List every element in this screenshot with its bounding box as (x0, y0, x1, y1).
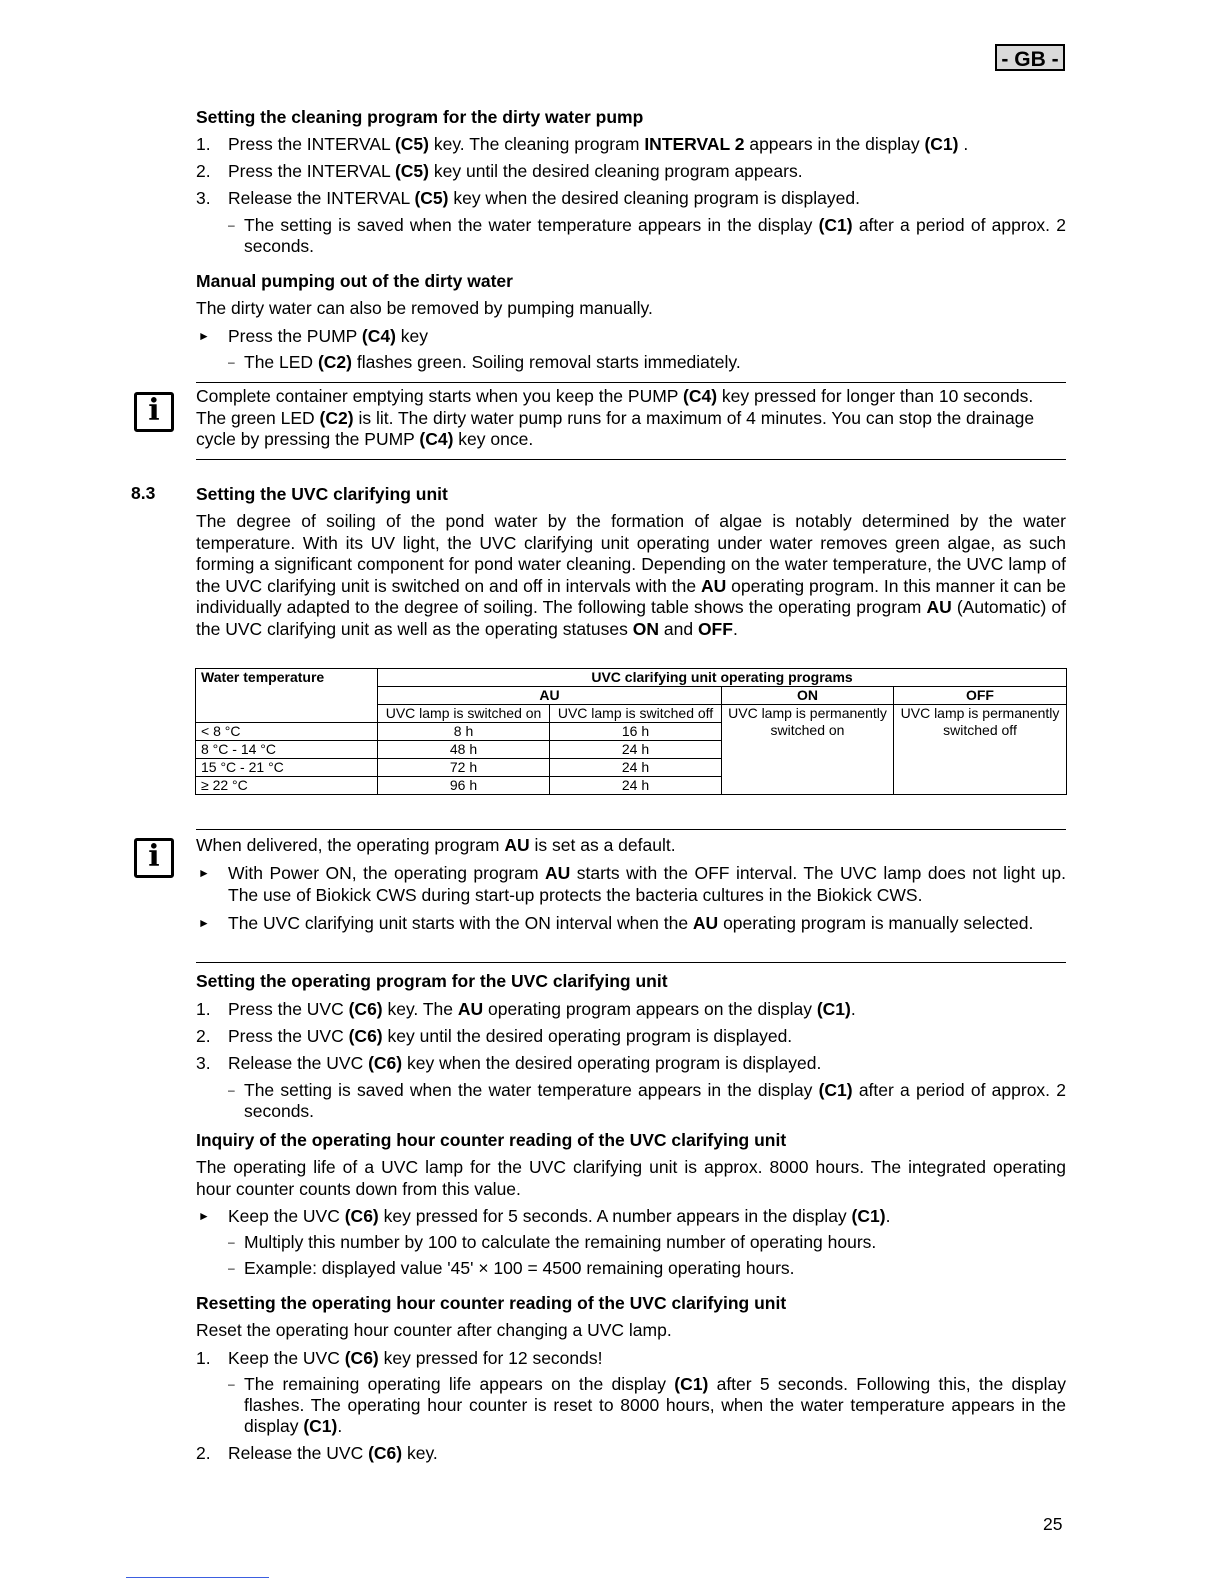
table-header-temp: Water temperature (196, 669, 378, 723)
section-heading: Setting the operating program for the UVC clarifying unit (196, 971, 668, 991)
table-cell: 72 h (378, 759, 550, 777)
step: 1. Keep the UVC (C6) key pressed for 12 seconds! (196, 1347, 603, 1368)
table-header-programs: UVC clarifying unit operating programs (378, 669, 1067, 687)
step-result: – Multiply this number by 100 to calculate the remaining number of operating hours. (228, 1232, 877, 1252)
page-number: 25 (1043, 1514, 1063, 1534)
paragraph: The operating life of a UVC lamp for the UVC clarifying unit is approx. 8000 hours. The integrated operating hour counter counts down from this value. (196, 1157, 1066, 1199)
step-result: – The LED (C2) flashes green. Soiling removal starts immediately. (228, 351, 741, 372)
step-result: – The remaining operating life appears on the display (C1) after 5 seconds. Following this, the display flashes. The operating hour counter is reset to 8000 hours, when the water temperature appears in the display (C1). (228, 1373, 1066, 1436)
step-result: – Example: displayed value '45' × 100 = 4500 remaining operating hours. (228, 1258, 795, 1278)
info-icon: i (134, 838, 174, 878)
table-header-on: ON (722, 687, 894, 705)
paragraph: The degree of soiling of the pond water by the formation of algae is notably determined by the water temperature. With its UV light, the UVC clarifying unit operating under water removes green algae, as such forming a significant component for pond water cleaning. Depending on the water temperature, the UVC lamp of the UVC clarifying unit is switched on and off in intervals with the AU operating program. In this manner it can be individually adapted to the degree of soiling. The following table shows the operating program AU (Automatic) of the UVC clarifying unit as well as the operating statuses ON and OFF. (196, 511, 1066, 639)
table-cell-on-desc: UVC lamp is permanently switched on (722, 705, 894, 795)
section-operating-program (196, 970, 1066, 1122)
table-header-au: AU (378, 687, 722, 705)
note-text: Complete container emptying starts when you keep the PUMP (C4) key pressed for longer than 10 seconds. The green LED (C2) is lit. The dirty water pump runs for a maximum of 4 minutes. You can stop the drainage cycle by pressing the PUMP (C4) key once. (196, 386, 1035, 449)
note-text: When delivered, the operating program AU is set as a default. (196, 835, 676, 855)
section-heading: Setting the UVC clarifying unit (196, 484, 448, 504)
table-cell: 8 h (378, 723, 550, 741)
section-cleaning-program (196, 106, 1066, 257)
table-header-off: OFF (893, 687, 1066, 705)
table-cell-off-desc: UVC lamp is permanently switched off (893, 705, 1066, 795)
info-note (196, 829, 1066, 963)
table-cell: 48 h (378, 741, 550, 759)
step: 2. Release the UVC (C6) key. (196, 1442, 438, 1463)
section-number: 8.3 (131, 483, 156, 503)
step-result: – The setting is saved when the water temperature appears in the display (C1) after a period of approx. 2 seconds. (228, 1080, 1066, 1121)
table-subheader: UVC lamp is switched off (550, 705, 722, 723)
section-manual-pumping (196, 270, 1066, 373)
step: 1. Press the UVC (C6) key. The AU operating program appears on the display (C1). (196, 999, 856, 1019)
step: 2. Press the INTERVAL (C5) key until the desired cleaning program appears. (196, 161, 803, 181)
info-icon: i (134, 392, 174, 432)
section-heading: Manual pumping out of the dirty water (196, 271, 513, 291)
table-subheader: UVC lamp is switched on (378, 705, 550, 723)
note-bullet: ► With Power ON, the operating program AU starts with the OFF interval. The UVC lamp does not light up. The use of Biokick CWS during start-up protects the bacteria cultures in the Biokick CWS. (198, 862, 1066, 905)
step: 2. Press the UVC (C6) key until the desired operating program is displayed. (196, 1026, 793, 1046)
section-heading: Setting the cleaning program for the dirty water pump (196, 107, 644, 127)
paragraph: Reset the operating hour counter after changing a UVC lamp. (196, 1320, 672, 1340)
section-uvc (196, 483, 1066, 640)
table-cell: ≥ 22 °C (196, 777, 378, 795)
info-note (196, 382, 1066, 460)
section-hour-counter-reset (196, 1292, 1066, 1464)
table-cell: 15 °C - 21 °C (196, 759, 378, 777)
step-result: – The setting is saved when the water temperature appears in the display (C1) after a period of approx. 2 seconds. (228, 215, 1066, 256)
section-heading: Inquiry of the operating hour counter reading of the UVC clarifying unit (196, 1130, 787, 1150)
step: 3. Release the INTERVAL (C5) key when the desired cleaning program is displayed. (196, 188, 860, 208)
step: 3. Release the UVC (C6) key when the desired operating program is displayed. (196, 1053, 822, 1073)
note-bullet: ► The UVC clarifying unit starts with the ON interval when the AU operating program is manually selected. (198, 912, 1034, 933)
table-cell: 96 h (378, 777, 550, 795)
language-badge: - GB - (995, 44, 1065, 71)
step: 1. Press the INTERVAL (C5) key. The cleaning program INTERVAL 2 appears in the display (C1) . (196, 134, 969, 154)
action-item: ► Keep the UVC (C6) key pressed for 5 seconds. A number appears in the display (C1). (198, 1206, 891, 1226)
section-hour-counter-inquiry (196, 1129, 1066, 1279)
table-cell: < 8 °C (196, 723, 378, 741)
table-cell: 24 h (550, 759, 722, 777)
footer-link-line (126, 1577, 269, 1578)
action-item: ► Press the PUMP (C4) key (198, 325, 429, 346)
table-cell: 8 °C - 14 °C (196, 741, 378, 759)
table-cell: 24 h (550, 777, 722, 795)
table-cell: 24 h (550, 741, 722, 759)
section-heading: Resetting the operating hour counter reading of the UVC clarifying unit (196, 1293, 787, 1313)
table-cell: 16 h (550, 723, 722, 741)
paragraph: The dirty water can also be removed by pumping manually. (196, 298, 653, 318)
uvc-program-table (195, 668, 1067, 795)
